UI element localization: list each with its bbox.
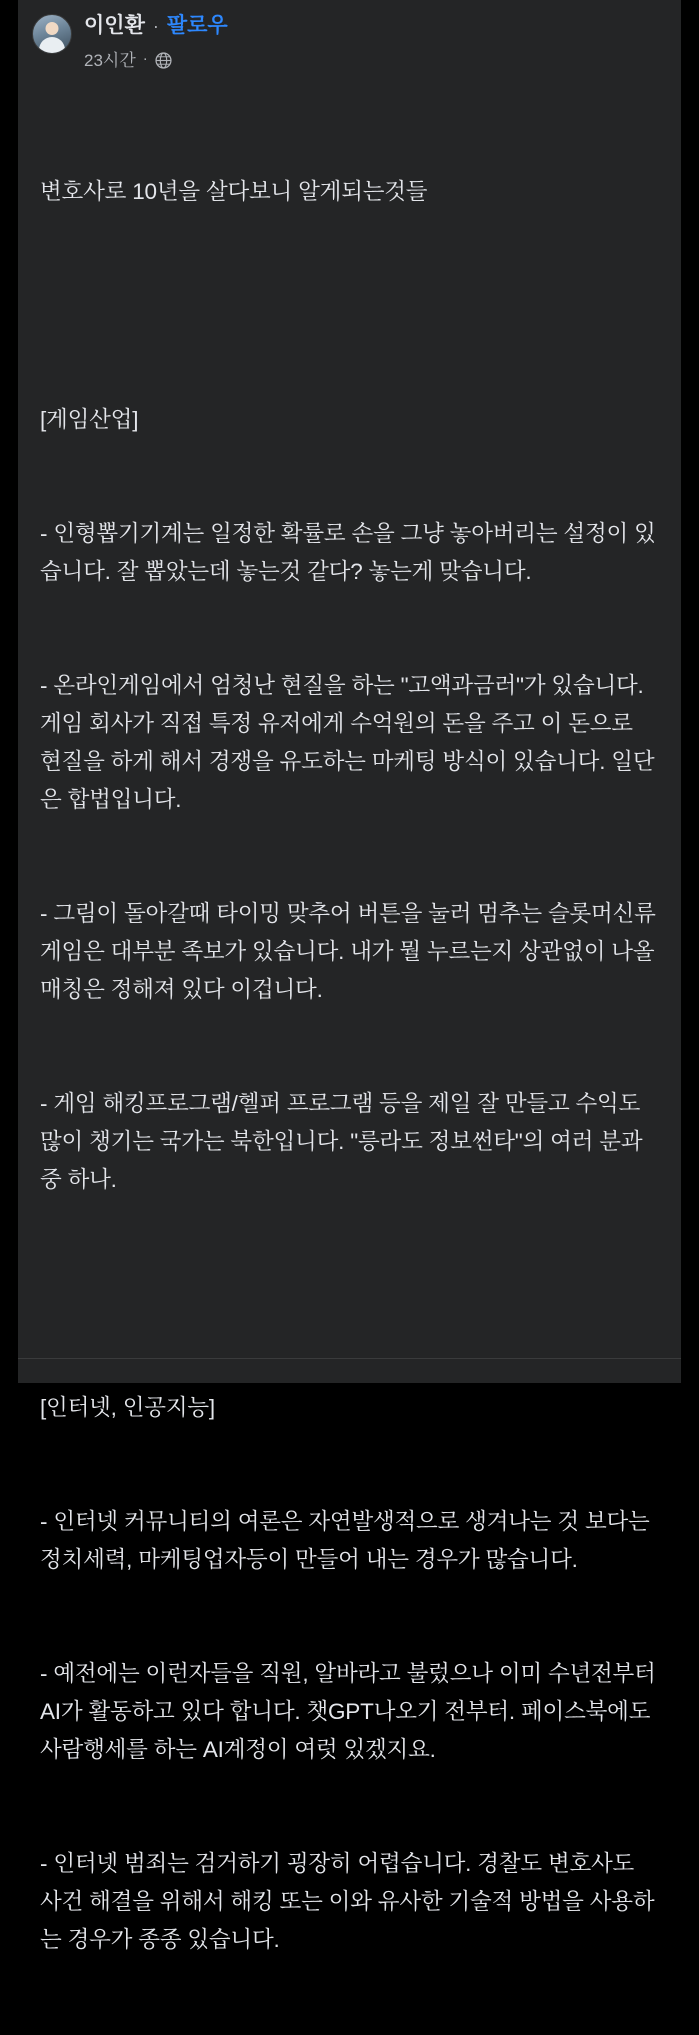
- post-timestamp[interactable]: 23시간: [84, 51, 136, 70]
- globe-icon[interactable]: [155, 52, 172, 69]
- author-row: [84, 12, 228, 40]
- follow-button[interactable]: 팔로우: [166, 14, 228, 37]
- meta-separator: ·: [142, 50, 148, 67]
- post-paragraph: 변호사로 10년을 살다보니 알게되는것들: [40, 179, 428, 204]
- post-paragraph: [게임산업]: [40, 407, 139, 432]
- avatar[interactable]: [32, 14, 72, 54]
- post-paragraph: [인터넷, 인공지능]: [40, 1395, 215, 1420]
- post-paragraph: - 그림이 돌아갈때 타이밍 맞추어 버튼을 눌러 멈추는 슬롯머신류 게임은 대부분 족보가 있습니다. 내가 뭘 누르는지 상관없이 나올 매칭은 정해져 있다 이겁니다.: [40, 901, 662, 1002]
- post-paragraph: - 인터넷 커뮤니티의 여론은 자연발생적으로 생겨나는 것 보다는 정치세력, 마케팅업자등이 만들어 내는 경우가 많습니다.: [40, 1509, 656, 1572]
- post-paragraph: - 예전에는 이런자들을 직원, 알바라고 불렀으나 이미 수년전부터 AI가 활동하고 있다 합니다. 챗GPT나오기 전부터. 페이스북에도 사람행세를 하는 AI계정이 여럿 있겠지요.: [40, 1661, 662, 1762]
- author-name[interactable]: 이인환: [84, 14, 145, 37]
- post-paragraph: - 인형뽑기기계는 일정한 확률로 손을 그냥 놓아버리는 설정이 있습니다. 잘 뽑았는데 놓는것 같다? 놓는게 맞습니다.: [40, 521, 656, 584]
- post-paragraph: - 게임 해킹프로그램/헬퍼 프로그램 등을 제일 잘 만들고 수익도 많이 챙기는 국가는 북한입니다. "릉라도 정보썬타"의 여러 분과중 하나.: [40, 1091, 647, 1192]
- blank-line: [40, 287, 659, 325]
- name-separator: ·: [152, 16, 159, 36]
- post-body: [18, 71, 681, 2035]
- blank-line: [40, 1275, 659, 1313]
- post-header-text: [84, 12, 228, 71]
- post-footer-divider: [18, 1358, 681, 1359]
- post-paragraph: - 인터넷 범죄는 검거하기 굉장히 어렵습니다. 경찰도 변호사도 사건 해결을 위해서 해킹 또는 이와 유사한 기술적 방법을 사용하는 경우가 종종 있습니다.: [40, 1851, 655, 1952]
- post-header: [18, 0, 681, 71]
- post-card: [18, 0, 681, 1952]
- post-paragraph: - 온라인게임에서 엄청난 현질을 하는 "고액과금러"가 있습니다. 게임 회사가 직접 특정 유저에게 수억원의 돈을 주고 이 돈으로 현질을 하게 해서 경쟁을 유도하는 마케팅 방식이 있습니다. 일단은 합법입니다.: [40, 673, 655, 812]
- post-meta: [84, 46, 228, 71]
